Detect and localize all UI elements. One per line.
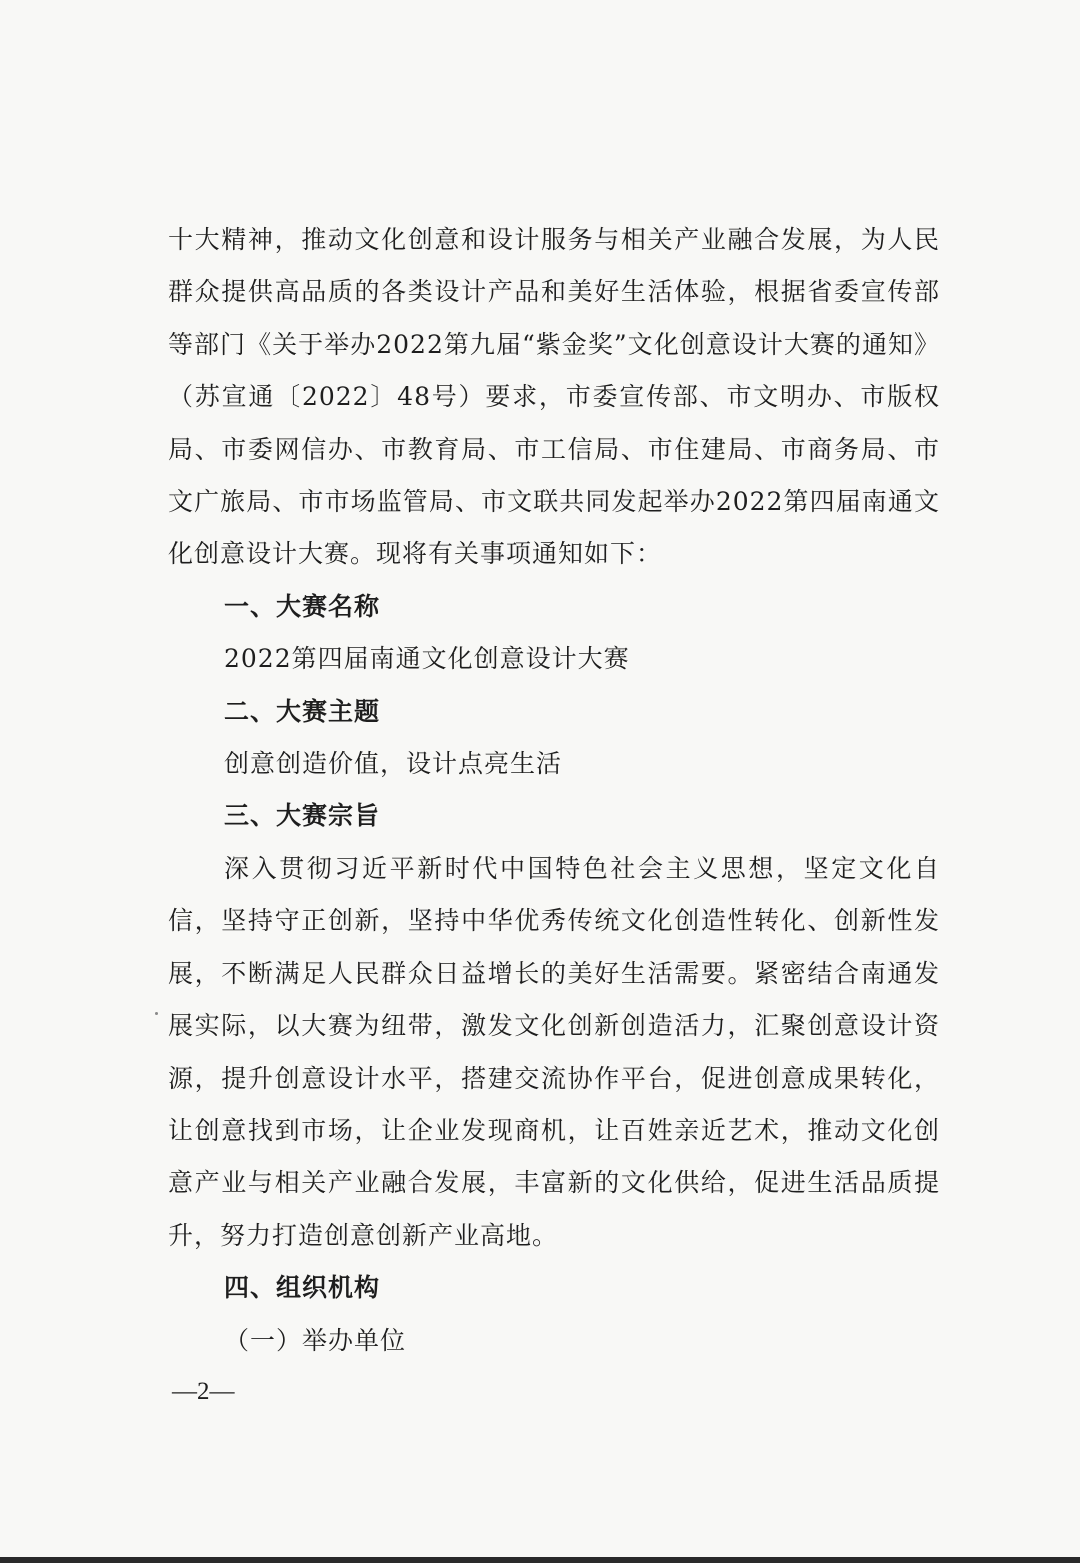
competition-theme-text: 创意创造价值，设计点亮生活 xyxy=(224,749,563,779)
page-number: —2— xyxy=(172,1378,235,1405)
scan-speck xyxy=(155,1012,158,1015)
section-heading-theme: 二、大赛主题 xyxy=(224,696,381,726)
intro-paragraph: 十大精神，推动文化创意和设计服务与相关产业融合发展，为人民群众提供高品质的各类设计产品和美好生活体验，根据省委宣传部等部门《关于举办2022第九届“紫金奖”文化创意设计大赛的通知》（苏宣通〔2022〕48号）要求，市委宣传部、市文明办、市版权局、市委网信办、市教育局、市工信局、市住建局、市商务局、市文广旅局、市市场监管局、市文联共同发起举办2022第四届南通文化创意设计大赛。现将有关事项通知如下： xyxy=(168,225,940,569)
section-heading-name: 一、大赛名称 xyxy=(224,591,381,621)
scan-bottom-edge xyxy=(0,1557,1080,1563)
competition-name-text: 2022第四届南通文化创意设计大赛 xyxy=(224,644,630,674)
subsection-organizers: （一）举办单位 xyxy=(224,1325,407,1355)
section-heading-purpose: 三、大赛宗旨 xyxy=(224,801,381,831)
document-body xyxy=(168,214,940,1367)
competition-purpose-paragraph: 深入贯彻习近平新时代中国特色社会主义思想，坚定文化自信，坚持守正创新，坚持中华优秀传统文化创造性转化、创新性发展，不断满足人民群众日益增长的美好生活需要。紧密结合南通发展实际，以大赛为纽带，激发文化创新创造活力，汇聚创意设计资源，提升创意设计水平，搭建交流协作平台，促进创意成果转化，让创意找到市场，让企业发现商机，让百姓亲近艺术，推动文化创意产业与相关产业融合发展，丰富新的文化供给，促进生活品质提升，努力打造创意创新产业高地。 xyxy=(168,853,940,1250)
section-heading-organization: 四、组织机构 xyxy=(224,1273,381,1303)
